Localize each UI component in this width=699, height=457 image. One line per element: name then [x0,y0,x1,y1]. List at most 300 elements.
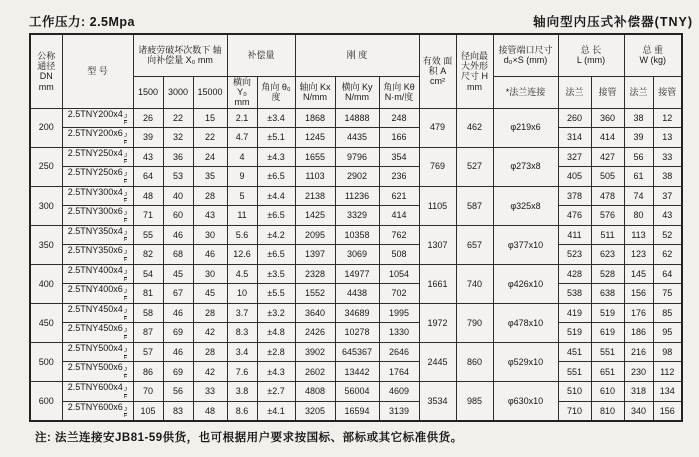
weight-flange-cell: 39 [624,128,653,148]
lateral-compensation-cell: 7.6 [227,362,257,382]
x3000-cell: 36 [163,147,193,167]
axial-stiffness-cell: 3640 [295,303,335,323]
weight-pipe-cell: 33 [653,147,682,167]
col-angular-stiffness: 角向 Kθ N·m/度 [379,76,419,108]
lateral-compensation-cell: 12.6 [227,245,257,265]
table-body [30,108,682,421]
angular-stiffness-cell: 1764 [379,362,419,382]
effective-area-cell: 479 [419,108,456,147]
model-suffix: $\frac{J}{F}$ [123,386,128,400]
x1500-cell: 39 [133,128,163,148]
model-base: 2.5TNY300x6 [67,206,123,217]
weight-flange-cell: 340 [624,401,653,421]
axial-stiffness-cell: 1425 [295,206,335,226]
radial-size-cell: 527 [456,147,493,186]
col-model: 型 号 [62,34,133,108]
x3000-cell: 22 [163,108,193,128]
col-x3000: 3000 [163,76,193,108]
angular-compensation-cell: ±4.3 [257,362,295,382]
length-flange-cell: 428 [558,264,591,284]
col-group-stiffness: 刚 度 [295,34,419,76]
table-row [30,206,682,226]
model-suffix: $\frac{J}{F}$ [123,133,128,146]
col-group-total-weight [624,34,682,76]
x1500-cell: 82 [133,245,163,265]
axial-stiffness-cell: 4808 [295,381,335,401]
col-x15000: 15000 [193,76,227,108]
angular-stiffness-cell: 1330 [379,323,419,343]
lateral-stiffness-cell: 14977 [335,264,379,284]
lateral-stiffness-cell: 2902 [335,167,379,187]
length-pipe-cell: 638 [591,284,624,304]
x15000-cell: 22 [193,128,227,148]
lateral-stiffness-cell: 9796 [335,147,379,167]
col-group-total-length [558,34,624,76]
x1500-cell: 58 [133,303,163,323]
pipe-size-cell: φ478x10 [493,303,558,342]
page-header [29,12,693,30]
angular-stiffness-cell: 762 [379,225,419,245]
model-suffix: $\frac{J}{F}$ [123,113,128,127]
angular-stiffness-cell: 248 [379,108,419,128]
length-flange-cell: 538 [558,284,591,304]
col-weight-pipe: 接管 [653,76,682,108]
model-suffix: $\frac{J}{F}$ [123,230,128,244]
dn-cell: 600 [30,381,62,421]
table-row [30,108,682,128]
table-row [30,147,682,167]
model-cell [62,303,133,323]
dn-cell: 350 [30,225,62,264]
x1500-cell: 87 [133,323,163,343]
weight-pipe-cell: 62 [653,245,682,265]
x15000-cell: 30 [193,264,227,284]
weight-pipe-cell: 95 [653,323,682,343]
model-base: 2.5TNY200x4 [67,108,123,119]
lateral-compensation-cell: 11 [227,206,257,226]
weight-flange-cell: 318 [624,381,653,401]
lateral-stiffness-cell: 10358 [335,225,379,245]
col-flange-connection: *法兰连接 [493,76,558,108]
axial-stiffness-cell: 3902 [295,342,335,362]
lateral-stiffness-cell: 3069 [335,245,379,265]
model-cell [62,401,133,421]
weight-pipe-cell: 13 [653,128,682,148]
pipe-size-cell: φ219x6 [493,108,558,147]
dn-cell: 400 [30,264,62,303]
axial-stiffness-cell: 3205 [295,401,335,421]
angular-stiffness-cell: 508 [379,245,419,265]
angular-compensation-cell: ±6.5 [257,167,295,187]
length-pipe-cell: 623 [591,245,624,265]
angular-compensation-cell: ±2.8 [257,342,295,362]
model-base: 2.5TNY350x4 [67,225,123,236]
angular-compensation-cell: ±5.1 [257,128,295,148]
model-suffix: $\frac{J}{F}$ [123,289,128,303]
model-base: 2.5TNY250x6 [67,167,123,178]
angular-stiffness-cell: 1054 [379,264,419,284]
dn-cell: 250 [30,147,62,186]
col-dn: 公称 通径 DN mm [30,34,62,108]
effective-area-cell: 1661 [419,264,456,303]
length-pipe-cell: 505 [591,167,624,187]
col-length-flange: 法兰 [558,76,591,108]
axial-stiffness-cell: 1103 [295,167,335,187]
model-cell [62,108,133,128]
pipe-size-cell: φ377x10 [493,225,558,264]
angular-compensation-cell: ±4.8 [257,323,295,343]
weight-pipe-cell: 134 [653,381,682,401]
length-pipe-cell: 414 [591,128,624,148]
model-suffix: $\frac{J}{F}$ [123,328,128,342]
length-flange-cell: 411 [558,225,591,245]
weight-flange-cell: 80 [624,206,653,226]
lateral-stiffness-cell: 11236 [335,186,379,206]
pipe-size-cell: φ529x10 [493,342,558,381]
x3000-cell: 60 [163,206,193,226]
axial-stiffness-cell: 1245 [295,128,335,148]
x15000-cell: 28 [193,186,227,206]
angular-stiffness-cell: 2646 [379,342,419,362]
lateral-compensation-cell: 10 [227,284,257,304]
x15000-cell: 30 [193,225,227,245]
axial-stiffness-cell: 2328 [295,264,335,284]
model-cell [62,128,133,148]
x15000-cell: 28 [193,303,227,323]
model-base: 2.5TNY400x4 [67,264,123,275]
weight-flange-cell: 145 [624,264,653,284]
col-axial-stiffness: 轴向 Kx N/mm [295,76,335,108]
angular-stiffness-cell: 1995 [379,303,419,323]
weight-flange-cell: 113 [624,225,653,245]
weight-pipe-cell: 52 [653,225,682,245]
angular-compensation-cell: ±4.1 [257,401,295,421]
lateral-stiffness-cell: 56004 [335,381,379,401]
model-suffix: $\frac{J}{F}$ [123,152,128,166]
table-row [30,323,682,343]
table-row [30,362,682,382]
x15000-cell: 46 [193,245,227,265]
lateral-stiffness-cell: 645367 [335,342,379,362]
table-row [30,342,682,362]
x3000-cell: 68 [163,245,193,265]
radial-size-cell: 740 [456,264,493,303]
page-title: 轴向型内压式补偿器(TNY) [533,15,693,29]
lateral-stiffness-cell: 16594 [335,401,379,421]
model-base: 2.5TNY450x6 [67,323,123,334]
lateral-compensation-cell: 3.7 [227,303,257,323]
model-base: 2.5TNY400x6 [67,284,123,295]
axial-stiffness-cell: 1655 [295,147,335,167]
weight-pipe-cell: 43 [653,206,682,226]
weight-pipe-cell: 156 [653,401,682,421]
length-pipe-cell: 511 [591,225,624,245]
lateral-compensation-cell: 4 [227,147,257,167]
model-cell [62,381,133,401]
lateral-stiffness-cell: 14888 [335,108,379,128]
dn-cell: 450 [30,303,62,342]
length-pipe-cell: 528 [591,264,624,284]
effective-area-cell: 769 [419,147,456,186]
model-suffix: $\frac{J}{F}$ [123,269,128,283]
model-cell [62,284,133,304]
weight-flange-cell: 230 [624,362,653,382]
col-weight-flange: 法兰 [624,76,653,108]
table-row [30,264,682,284]
axial-stiffness-cell: 2426 [295,323,335,343]
x3000-cell: 69 [163,362,193,382]
weight-flange-cell: 38 [624,108,653,128]
weight-pipe-cell: 37 [653,186,682,206]
spec-table [29,33,683,422]
weight-pipe-cell: 75 [653,284,682,304]
angular-stiffness-cell: 4609 [379,381,419,401]
col-group-compensation: 补偿量 [227,34,295,76]
length-pipe-cell: 478 [591,186,624,206]
lateral-compensation-cell: 5.6 [227,225,257,245]
length-flange-cell: 710 [558,401,591,421]
x1500-cell: 105 [133,401,163,421]
angular-stiffness-cell: 236 [379,167,419,187]
table-row [30,303,682,323]
lateral-stiffness-cell: 34689 [335,303,379,323]
angular-compensation-cell: ±6.5 [257,206,295,226]
length-flange-cell: 451 [558,342,591,362]
lateral-stiffness-cell: 3329 [335,206,379,226]
table-row [30,245,682,265]
radial-size-cell: 860 [456,342,493,381]
working-pressure-label: 工作压力: 2.5Mpa [29,15,136,29]
length-pipe-cell: 610 [591,381,624,401]
model-cell [62,362,133,382]
effective-area-cell: 2445 [419,342,456,381]
x15000-cell: 35 [193,167,227,187]
weight-flange-cell: 123 [624,245,653,265]
angular-stiffness-cell: 621 [379,186,419,206]
angular-stiffness-cell: 702 [379,284,419,304]
model-cell [62,342,133,362]
table-row [30,128,682,148]
length-flange-cell: 314 [558,128,591,148]
angular-compensation-cell: ±4.4 [257,186,295,206]
lateral-compensation-cell: 4.5 [227,264,257,284]
x3000-cell: 67 [163,284,193,304]
total-weight-unit: W (kg) [639,55,666,66]
x1500-cell: 55 [133,225,163,245]
x3000-cell: 46 [163,225,193,245]
model-cell [62,186,133,206]
effective-area-cell: 1972 [419,303,456,342]
lateral-compensation-cell: 8.3 [227,323,257,343]
length-flange-cell: 327 [558,147,591,167]
x15000-cell: 45 [193,284,227,304]
dn-cell: 200 [30,108,62,147]
effective-area-cell: 1105 [419,186,456,225]
total-weight-label: 总 重 [642,44,663,55]
model-suffix: $\frac{J}{F}$ [123,406,128,420]
dn-cell: 500 [30,342,62,381]
x1500-cell: 81 [133,284,163,304]
weight-flange-cell: 61 [624,167,653,187]
x15000-cell: 43 [193,206,227,226]
x3000-cell: 83 [163,401,193,421]
x15000-cell: 28 [193,342,227,362]
pipe-size-cell: φ325x8 [493,186,558,225]
effective-area-cell: 3534 [419,381,456,421]
x15000-cell: 42 [193,362,227,382]
angular-stiffness-cell: 414 [379,206,419,226]
lateral-compensation-cell: 8.6 [227,401,257,421]
lateral-compensation-cell: 3.8 [227,381,257,401]
lateral-compensation-cell: 9 [227,167,257,187]
radial-size-cell: 657 [456,225,493,264]
x1500-cell: 71 [133,206,163,226]
angular-compensation-cell: ±3.5 [257,264,295,284]
model-suffix: $\frac{J}{F}$ [123,347,128,361]
col-group-fatigue: 诸疲劳破坏次数下 轴向补偿量 X₀ mm [133,34,227,76]
model-cell [62,206,133,226]
table-row [30,401,682,421]
model-base: 2.5TNY600x4 [67,381,123,392]
col-effective-area: 有效 面积 A cm² [419,34,456,108]
pipe-size-cell: φ426x10 [493,264,558,303]
model-base: 2.5TNY300x4 [67,186,123,197]
col-angular-compensation: 角向 θ₀ 度 [257,76,295,108]
model-base: 2.5TNY500x4 [67,342,123,353]
model-suffix: $\frac{J}{F}$ [123,308,128,322]
weight-pipe-cell: 112 [653,362,682,382]
model-cell [62,147,133,167]
x3000-cell: 69 [163,323,193,343]
length-flange-cell: 378 [558,186,591,206]
effective-area-cell: 1307 [419,225,456,264]
table-row [30,284,682,304]
col-x1500: 1500 [133,76,163,108]
axial-stiffness-cell: 2138 [295,186,335,206]
x15000-cell: 33 [193,381,227,401]
x1500-cell: 26 [133,108,163,128]
length-flange-cell: 510 [558,381,591,401]
x15000-cell: 24 [193,147,227,167]
dn-cell: 300 [30,186,62,225]
total-length-unit: L (mm) [576,55,606,66]
lateral-stiffness-cell: 10278 [335,323,379,343]
length-flange-cell: 551 [558,362,591,382]
x1500-cell: 43 [133,147,163,167]
x3000-cell: 46 [163,303,193,323]
model-cell [62,264,133,284]
angular-compensation-cell: ±6.5 [257,245,295,265]
x15000-cell: 42 [193,323,227,343]
angular-stiffness-cell: 166 [379,128,419,148]
length-flange-cell: 523 [558,245,591,265]
weight-pipe-cell: 64 [653,264,682,284]
length-pipe-cell: 551 [591,342,624,362]
angular-compensation-cell: ±2.7 [257,381,295,401]
lateral-stiffness-cell: 13442 [335,362,379,382]
model-cell [62,167,133,187]
model-base: 2.5TNY350x6 [67,245,123,256]
weight-flange-cell: 186 [624,323,653,343]
weight-flange-cell: 216 [624,342,653,362]
table-row [30,186,682,206]
lateral-compensation-cell: 3.4 [227,342,257,362]
weight-pipe-cell: 85 [653,303,682,323]
weight-pipe-cell: 12 [653,108,682,128]
weight-flange-cell: 176 [624,303,653,323]
weight-flange-cell: 156 [624,284,653,304]
x1500-cell: 86 [133,362,163,382]
table-header [30,34,682,108]
weight-pipe-cell: 38 [653,167,682,187]
length-flange-cell: 419 [558,303,591,323]
angular-compensation-cell: ±4.3 [257,147,295,167]
angular-compensation-cell: ±4.2 [257,225,295,245]
angular-stiffness-cell: 354 [379,147,419,167]
model-base: 2.5TNY500x6 [67,362,123,373]
length-pipe-cell: 651 [591,362,624,382]
x1500-cell: 64 [133,167,163,187]
col-radial-size: 径向最 大外形 尺寸 H mm [456,34,493,108]
length-pipe-cell: 427 [591,147,624,167]
x3000-cell: 56 [163,381,193,401]
angular-stiffness-cell: 3139 [379,401,419,421]
radial-size-cell: 985 [456,381,493,421]
model-cell [62,245,133,265]
lateral-stiffness-cell: 4438 [335,284,379,304]
radial-size-cell: 462 [456,108,493,147]
model-suffix: $\frac{J}{F}$ [123,172,128,185]
model-cell [62,323,133,343]
length-flange-cell: 476 [558,206,591,226]
angular-compensation-cell: ±3.4 [257,108,295,128]
model-cell [62,225,133,245]
col-lateral-compensation: 横向 Y₀ mm [227,76,257,108]
x1500-cell: 70 [133,381,163,401]
model-base: 2.5TNY200x6 [67,128,123,139]
model-suffix: $\frac{J}{F}$ [123,191,128,205]
length-pipe-cell: 619 [591,323,624,343]
lateral-stiffness-cell: 4435 [335,128,379,148]
angular-compensation-cell: ±3.2 [257,303,295,323]
x3000-cell: 32 [163,128,193,148]
radial-size-cell: 790 [456,303,493,342]
model-base: 2.5TNY600x6 [67,401,123,412]
length-flange-cell: 260 [558,108,591,128]
axial-stiffness-cell: 1552 [295,284,335,304]
weight-flange-cell: 74 [624,186,653,206]
col-lateral-stiffness: 横向 Ky N/mm [335,76,379,108]
axial-stiffness-cell: 1868 [295,108,335,128]
lateral-compensation-cell: 2.1 [227,108,257,128]
angular-compensation-cell: ±5.5 [257,284,295,304]
x1500-cell: 57 [133,342,163,362]
x1500-cell: 54 [133,264,163,284]
table-row [30,381,682,401]
model-suffix: $\frac{J}{F}$ [123,211,128,224]
lateral-compensation-cell: 4.7 [227,128,257,148]
length-flange-cell: 405 [558,167,591,187]
table-row [30,167,682,187]
x3000-cell: 53 [163,167,193,187]
lateral-compensation-cell: 5 [227,186,257,206]
length-pipe-cell: 360 [591,108,624,128]
length-flange-cell: 519 [558,323,591,343]
table-row [30,225,682,245]
x15000-cell: 15 [193,108,227,128]
x3000-cell: 46 [163,342,193,362]
length-pipe-cell: 519 [591,303,624,323]
